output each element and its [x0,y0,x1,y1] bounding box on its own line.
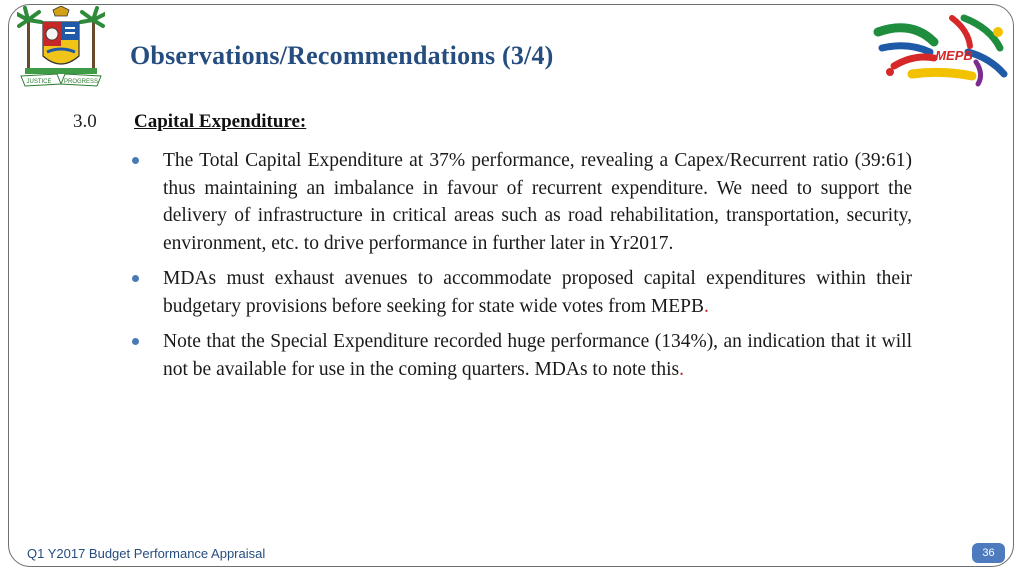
bullet-dot-icon [132,338,139,345]
bullet-text: Note that the Special Expenditure recorded huge performance (134%), an indication that it will not be available for use in the coming quarters. MDAs to note this [163,331,912,380]
footer-text: Q1 Y2017 Budget Performance Appraisal [27,546,266,561]
bullet-suffix: . [704,295,709,317]
palm-tree-icon [81,8,105,70]
bullet-item [126,265,912,320]
mepb-logo [872,12,1008,88]
bullet-item [126,328,912,383]
banner-left-text: JUSTICE [26,79,52,85]
page-number-badge: 36 [972,543,1005,563]
slide-title: Observations/Recommendations (3/4) [130,41,554,70]
bullet-list [126,147,912,391]
bullet-dot-icon [132,275,139,282]
section-title: Capital Expenditure: [134,111,307,132]
banner-right-text: PROGRESS [63,79,99,85]
bullet-dot-icon [132,157,139,164]
section-number: 3.0 [73,111,97,132]
bullet-text: MDAs must exhaust avenues to accommodate proposed capital expenditures within their budgetary provisions before seeking for state wide votes from MEPB [163,268,912,317]
bullet-item [126,147,912,257]
lagos-state-crest-logo [17,6,105,92]
bullet-suffix: . [679,358,684,380]
mepb-logo-text: MEPB [935,48,973,63]
bullet-text: The Total Capital Expenditure at 37% performance, revealing a Capex/Recurrent ratio (39:61) thus maintaining an imbalance in favour of recurrent expenditure. We need to support the delivery of infrastructure in critical areas such as road rehabilitation, transportation, security, environment, etc. to drive performance in further later in Yr2017. [163,150,912,254]
palm-tree-icon [17,8,41,70]
